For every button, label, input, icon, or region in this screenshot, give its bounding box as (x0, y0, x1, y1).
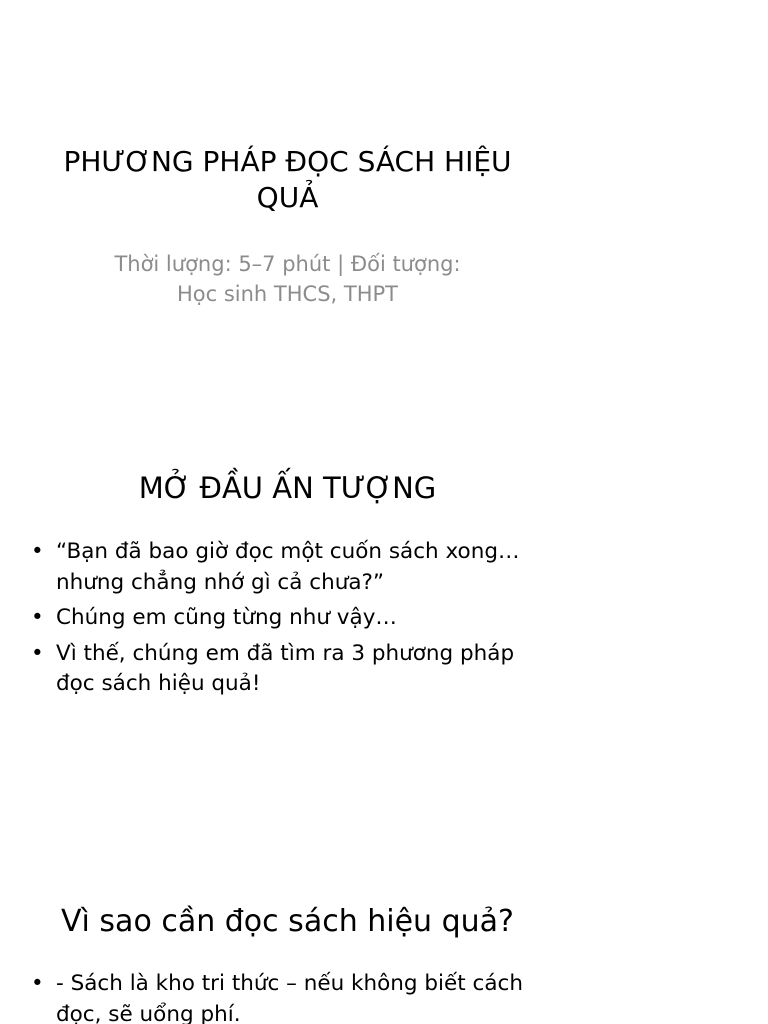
why-slide (0, 760, 768, 1024)
slide-title: MỞ ĐẦU ẤN TƯỢNG (138, 471, 437, 505)
slide-title: Vì sao cần đọc sách hiệu quả? (61, 904, 514, 939)
title-slide (0, 0, 768, 340)
bullet-list (31, 969, 531, 1024)
list-item: • Vì thế, chúng em đã tìm ra 3 phương pháp đọc sách hiệu quả! (31, 639, 551, 700)
slide-subtitle: Thời lượng: 5–7 phút | Đối tượng: Học sinh THCS, THPT (114, 252, 461, 306)
list-item: • - Sách là kho tri thức – nếu không biết cách đọc, sẽ uổng phí. (31, 969, 531, 1024)
list-item: • “Bạn đã bao giờ đọc một cuốn sách xong… nhưng chẳng nhớ gì cả chưa?” (31, 537, 551, 598)
intro-slide (0, 340, 768, 760)
slide-title: PHƯƠNG PHÁP ĐỌC SÁCH HIỆU QUẢ (63, 145, 512, 215)
list-item: • Chúng em cũng từng như vậy… (31, 603, 551, 634)
bullet-list (31, 537, 551, 705)
